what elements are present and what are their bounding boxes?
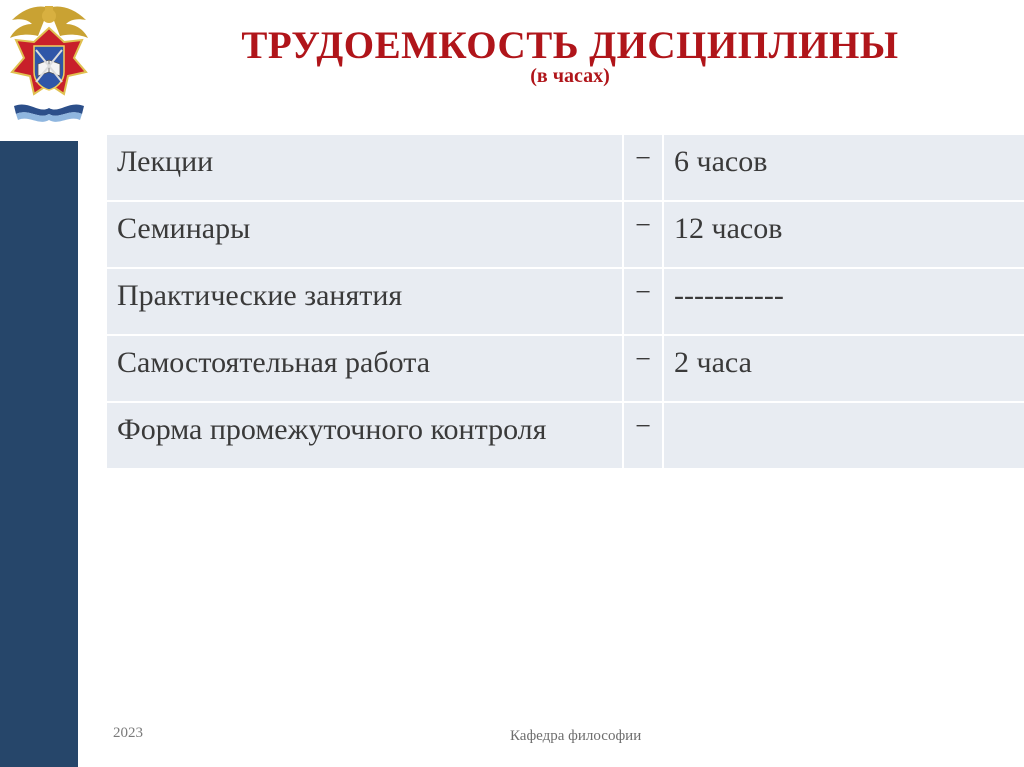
table-row bbox=[107, 134, 1024, 201]
page-title: ТРУДОЕМКОСТЬ ДИСЦИПЛИНЫ bbox=[241, 24, 899, 67]
table-row bbox=[107, 201, 1024, 268]
row-label: Самостоятельная работа bbox=[107, 335, 623, 402]
police-emblem-icon bbox=[4, 2, 94, 128]
table-row bbox=[107, 335, 1024, 402]
row-value: 2 часа bbox=[663, 335, 1024, 402]
row-label: Практические занятия bbox=[107, 268, 623, 335]
row-dash: − bbox=[623, 402, 663, 469]
row-dash: − bbox=[623, 134, 663, 201]
row-value: ----------- bbox=[663, 268, 1024, 335]
hours-table bbox=[107, 133, 1024, 470]
footer-year: 2023 bbox=[113, 725, 143, 741]
side-bar bbox=[0, 141, 78, 767]
row-label: Форма промежуточного контроля bbox=[107, 402, 623, 469]
row-dash: − bbox=[623, 201, 663, 268]
row-label: Лекции bbox=[107, 134, 623, 201]
row-value: 6 часов bbox=[663, 134, 1024, 201]
row-dash: − bbox=[623, 268, 663, 335]
table-row bbox=[107, 268, 1024, 335]
row-value bbox=[663, 402, 1024, 469]
row-label: Семинары bbox=[107, 201, 623, 268]
footer-department: Кафедра философии bbox=[510, 728, 642, 744]
table-row bbox=[107, 402, 1024, 469]
row-dash: − bbox=[623, 335, 663, 402]
row-value: 12 часов bbox=[663, 201, 1024, 268]
page-subtitle: (в часах) bbox=[530, 65, 610, 87]
